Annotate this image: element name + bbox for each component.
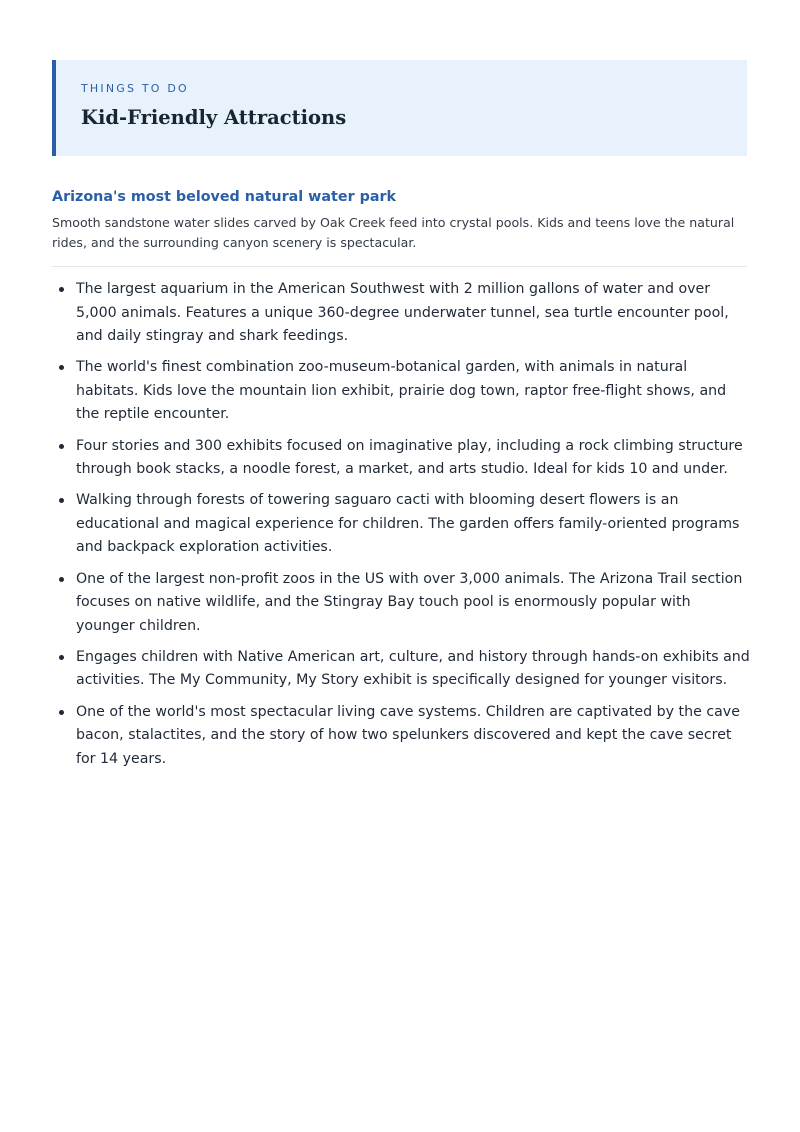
section-header (52, 60, 747, 156)
section-eyebrow: THINGS TO DO (81, 82, 189, 95)
bullet-icon (59, 287, 64, 292)
list-item-text: Four stories and 300 exhibits focused on imaginative play, including a rock climbing structure through book stacks, a noodle forest, a market, and arts studio. Ideal for kids 10 and under. (76, 437, 743, 478)
attraction-list (52, 278, 752, 779)
divider (52, 266, 747, 267)
list-item (52, 701, 752, 772)
list-item (52, 435, 752, 482)
list-item-text: Engages children with Native American art, culture, and history through hands-on exhibits and activities. The My Community, My Story exhibit is specifically designed for younger visitors. (76, 648, 750, 689)
list-item (52, 278, 752, 349)
list-item (52, 489, 752, 560)
list-item-text: The world's finest combination zoo-museum-botanical garden, with animals in natural habitats. Kids love the mountain lion exhibit, prairie dog town, raptor free-flight shows, and the reptile encounter. (76, 359, 727, 423)
page-title: Kid-Friendly Attractions (81, 106, 347, 129)
list-item-text: One of the largest non-profit zoos in the US with over 3,000 animals. The Arizona Trail section focuses on native wildlife, and the Stingray Bay touch pool is enormously popular with younger children. (76, 570, 743, 634)
list-item-text: The largest aquarium in the American Southwest with 2 million gallons of water and over 5,000 animals. Features a unique 360-degree underwater tunnel, sea turtle encounter pool, and daily stingray and shark feedings. (76, 281, 729, 345)
list-item-text: One of the world's most spectacular living cave systems. Children are captivated by the cave bacon, stalactites, and the story of how two spelunkers discovered and kept the cave secret for 14 years. (76, 703, 740, 767)
bullet-icon (59, 577, 64, 582)
list-item (52, 568, 752, 639)
list-item-text: Walking through forests of towering saguaro cacti with blooming desert flowers is an educational and magical experience for children. The garden offers family-oriented programs and backpack exploration activities. (76, 492, 740, 556)
bullet-icon (59, 444, 64, 449)
bullet-icon (59, 365, 64, 370)
bullet-icon (59, 498, 64, 503)
bullet-icon (59, 710, 64, 715)
featured-attraction (52, 186, 747, 253)
featured-attraction-title: Arizona's most beloved natural water park (52, 189, 397, 205)
featured-attraction-description: Smooth sandstone water slides carved by Oak Creek feed into crystal pools. Kids and teens love the natural rides, and the surrounding canyon scenery is spectacular. (52, 215, 735, 250)
list-item (52, 646, 752, 693)
bullet-icon (59, 655, 64, 660)
list-item (52, 356, 752, 427)
